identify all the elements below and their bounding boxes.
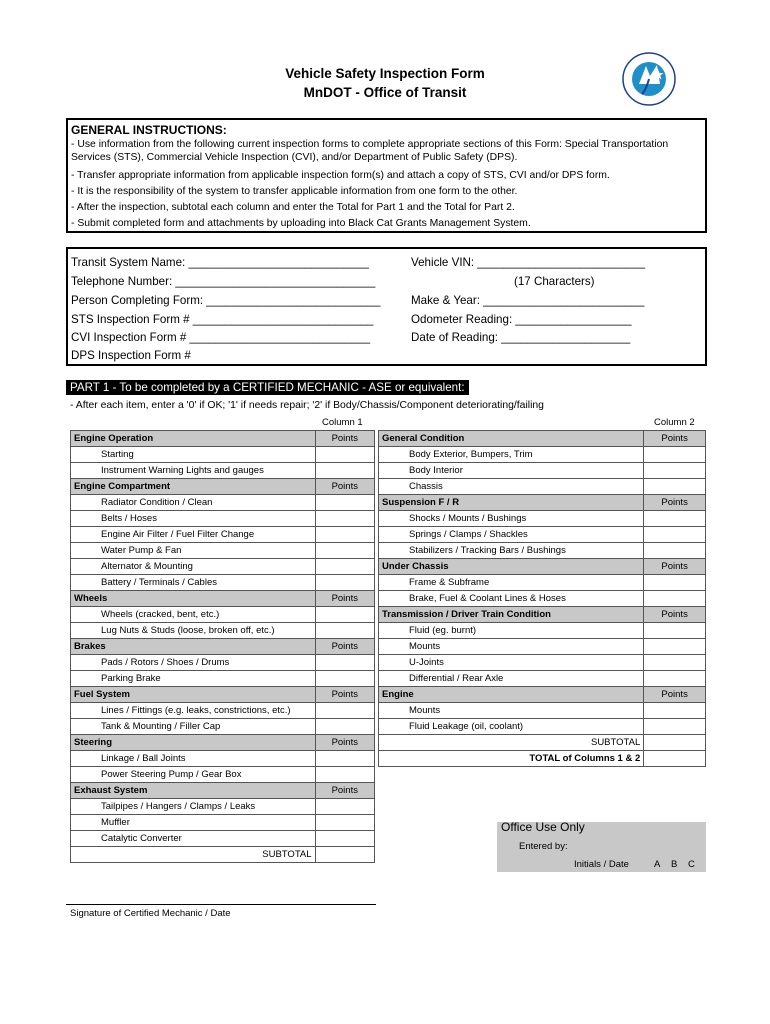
- points-header: Points: [644, 495, 706, 511]
- inspection-item-label: Shocks / Mounts / Bushings: [379, 511, 644, 527]
- inspection-item-row: [71, 511, 375, 527]
- section-label: Brakes: [71, 639, 316, 655]
- inspection-item-label: Muffler: [71, 815, 316, 831]
- points-header: Points: [644, 607, 706, 623]
- inspection-item-label: Chassis: [379, 479, 644, 495]
- section-row: [379, 495, 706, 511]
- inspection-item-label: Lines / Fittings (e.g. leaks, constrictions, etc.): [71, 703, 316, 719]
- inspection-item-row: [71, 671, 375, 687]
- column2-subtotal-box[interactable]: [644, 735, 706, 751]
- instruction-line: Services (STS), Commercial Vehicle Inspection (CVI), and/or Department of Public Safety (DPS).: [71, 152, 518, 163]
- section-label: Under Chassis: [379, 559, 644, 575]
- points-input-box[interactable]: [644, 591, 706, 607]
- signature-label: Signature of Certified Mechanic / Date: [70, 908, 231, 919]
- column1-heading: Column 1: [322, 417, 363, 428]
- points-input-box[interactable]: [315, 559, 374, 575]
- instruction-line: - It is the responsibility of the system to transfer applicable information from one form to the other.: [71, 186, 518, 197]
- column2-subtotal-row: [379, 735, 706, 751]
- office-b-label[interactable]: B: [671, 859, 678, 870]
- form-subtitle: MnDOT - Office of Transit: [303, 85, 467, 100]
- section-row: [71, 591, 375, 607]
- odometer-field[interactable]: Odometer Reading: __________________: [411, 313, 632, 326]
- total-label: TOTAL of Columns 1 & 2: [379, 751, 644, 767]
- instruction-line: - Use information from the following current inspection forms to complete appropriate sections of this Form: Special Transportation: [71, 139, 669, 150]
- mndot-logo-icon: [622, 52, 676, 106]
- date-reading-field[interactable]: Date of Reading: ____________________: [411, 331, 631, 344]
- points-input-box[interactable]: [315, 751, 374, 767]
- dps-form-field[interactable]: DPS Inspection Form #: [71, 349, 191, 362]
- total-row: [379, 751, 706, 767]
- inspection-item-row: [71, 559, 375, 575]
- points-input-box[interactable]: [644, 543, 706, 559]
- inspection-item-label: Mounts: [379, 639, 644, 655]
- inspection-item-label: Pads / Rotors / Shoes / Drums: [71, 655, 316, 671]
- points-input-box[interactable]: [315, 511, 374, 527]
- column1-subtotal-label: SUBTOTAL: [71, 847, 316, 863]
- transit-system-field[interactable]: Transit System Name: ____________________________: [71, 256, 370, 269]
- points-header: Points: [315, 479, 374, 495]
- inspection-item-row: [71, 495, 375, 511]
- form-title: Vehicle Safety Inspection Form: [285, 66, 485, 81]
- inspection-item-row: [379, 479, 706, 495]
- cvi-form-field[interactable]: CVI Inspection Form # ____________________________: [71, 331, 371, 344]
- inspection-item-label: Water Pump & Fan: [71, 543, 316, 559]
- points-header: Points: [315, 735, 374, 751]
- points-input-box[interactable]: [315, 671, 374, 687]
- instructions-box: [66, 118, 707, 233]
- instruction-line: - After the inspection, subtotal each column and enter the Total for Part 1 and the Total for Part 2.: [71, 202, 515, 213]
- points-input-box[interactable]: [315, 799, 374, 815]
- points-input-box[interactable]: [644, 511, 706, 527]
- inspection-item-label: Linkage / Ball Joints: [71, 751, 316, 767]
- inspection-item-label: U-Joints: [379, 655, 644, 671]
- points-header: Points: [644, 687, 706, 703]
- column1-table: [70, 430, 375, 863]
- inspection-item-row: [379, 575, 706, 591]
- inspection-item-row: [379, 463, 706, 479]
- points-header: Points: [315, 591, 374, 607]
- inspection-item-row: [379, 591, 706, 607]
- points-input-box[interactable]: [644, 463, 706, 479]
- inspection-item-label: Battery / Terminals / Cables: [71, 575, 316, 591]
- points-input-box[interactable]: [644, 479, 706, 495]
- section-row: [379, 607, 706, 623]
- inspection-item-label: Stabilizers / Tracking Bars / Bushings: [379, 543, 644, 559]
- inspection-item-label: Body Exterior, Bumpers, Trim: [379, 447, 644, 463]
- points-input-box[interactable]: [315, 719, 374, 735]
- inspection-item-row: [71, 447, 375, 463]
- section-row: [71, 479, 375, 495]
- points-input-box[interactable]: [315, 655, 374, 671]
- inspection-item-row: [71, 719, 375, 735]
- inspection-item-label: Starting: [71, 447, 316, 463]
- points-input-box[interactable]: [315, 447, 374, 463]
- section-label: Engine Compartment: [71, 479, 316, 495]
- inspection-item-row: [379, 703, 706, 719]
- inspection-item-row: [71, 543, 375, 559]
- office-a-label[interactable]: A: [654, 859, 661, 870]
- inspection-item-row: [379, 719, 706, 735]
- points-input-box[interactable]: [644, 623, 706, 639]
- part1-note: - After each item, enter a '0' if OK; '1' if needs repair; '2' if Body/Chassis/Component deteriorating/failing: [70, 400, 544, 411]
- inspection-item-row: [379, 527, 706, 543]
- section-row: [379, 559, 706, 575]
- inspection-item-row: [379, 511, 706, 527]
- points-input-box[interactable]: [315, 767, 374, 783]
- office-c-label[interactable]: C: [688, 859, 695, 870]
- inspection-item-label: Belts / Hoses: [71, 511, 316, 527]
- points-input-box[interactable]: [315, 607, 374, 623]
- column2-heading: Column 2: [654, 417, 695, 428]
- inspection-item-label: Frame & Subframe: [379, 575, 644, 591]
- inspection-item-row: [71, 607, 375, 623]
- inspection-item-row: [71, 527, 375, 543]
- section-row: [71, 687, 375, 703]
- inspection-item-row: [71, 831, 375, 847]
- section-row: [71, 431, 375, 447]
- instructions-heading: GENERAL INSTRUCTIONS:: [71, 123, 227, 137]
- points-input-box[interactable]: [315, 495, 374, 511]
- telephone-field[interactable]: Telephone Number: _______________________________: [71, 275, 376, 288]
- points-header: Points: [644, 431, 706, 447]
- inspection-item-row: [71, 463, 375, 479]
- points-input-box[interactable]: [315, 527, 374, 543]
- inspection-item-label: Catalytic Converter: [71, 831, 316, 847]
- points-input-box[interactable]: [644, 527, 706, 543]
- make-year-field[interactable]: Make & Year: _________________________: [411, 294, 645, 307]
- points-input-box[interactable]: [644, 655, 706, 671]
- points-header: Points: [315, 687, 374, 703]
- sts-form-field[interactable]: STS Inspection Form # ____________________________: [71, 313, 374, 326]
- inspection-item-row: [379, 447, 706, 463]
- inspection-item-label: Tank & Mounting / Filler Cap: [71, 719, 316, 735]
- vin-field[interactable]: Vehicle VIN: __________________________: [411, 256, 646, 269]
- inspection-item-label: Wheels (cracked, bent, etc.): [71, 607, 316, 623]
- inspection-item-label: Differential / Rear Axle: [379, 671, 644, 687]
- section-label: Exhaust System: [71, 783, 316, 799]
- points-input-box[interactable]: [315, 703, 374, 719]
- section-label: Engine Operation: [71, 431, 316, 447]
- total-box[interactable]: [644, 751, 706, 767]
- column1-subtotal-box[interactable]: [315, 847, 374, 863]
- part1-banner: PART 1 - To be completed by a CERTIFIED MECHANIC - ASE or equivalent:: [66, 380, 469, 395]
- points-header: Points: [315, 639, 374, 655]
- inspection-item-label: Body Interior: [379, 463, 644, 479]
- section-label: Fuel System: [71, 687, 316, 703]
- inspection-item-label: Instrument Warning Lights and gauges: [71, 463, 316, 479]
- section-label: Engine: [379, 687, 644, 703]
- person-completing-field[interactable]: Person Completing Form: ___________________________: [71, 294, 381, 307]
- section-label: Suspension F / R: [379, 495, 644, 511]
- inspection-item-row: [71, 623, 375, 639]
- inspection-item-label: Parking Brake: [71, 671, 316, 687]
- inspection-item-label: Power Steering Pump / Gear Box: [71, 767, 316, 783]
- points-input-box[interactable]: [315, 463, 374, 479]
- inspection-item-label: Springs / Clamps / Shackles: [379, 527, 644, 543]
- points-input-box[interactable]: [644, 719, 706, 735]
- inspection-item-label: Tailpipes / Hangers / Clamps / Leaks: [71, 799, 316, 815]
- office-use-box: [497, 822, 706, 872]
- instruction-line: - Transfer appropriate information from applicable inspection form(s) and attach a copy of STS, CVI and/or DPS form.: [71, 170, 610, 181]
- inspection-item-row: [71, 751, 375, 767]
- inspection-item-row: [71, 767, 375, 783]
- inspection-item-label: Alternator & Mounting: [71, 559, 316, 575]
- inspection-item-label: Fluid (eg. burnt): [379, 623, 644, 639]
- points-input-box[interactable]: [315, 623, 374, 639]
- inspection-item-row: [71, 575, 375, 591]
- points-input-box[interactable]: [315, 831, 374, 847]
- vehicle-info-box: [66, 247, 707, 366]
- entered-by-label: Entered by:: [519, 841, 568, 852]
- section-row: [71, 735, 375, 751]
- points-header: Points: [315, 431, 374, 447]
- section-label: Steering: [71, 735, 316, 751]
- inspection-item-label: Radiator Condition / Clean: [71, 495, 316, 511]
- inspection-item-row: [71, 703, 375, 719]
- inspection-item-row: [71, 815, 375, 831]
- vin-note: (17 Characters): [514, 275, 595, 288]
- section-label: General Condition: [379, 431, 644, 447]
- inspection-item-row: [71, 799, 375, 815]
- points-input-box[interactable]: [644, 639, 706, 655]
- inspection-item-row: [71, 655, 375, 671]
- points-input-box[interactable]: [644, 703, 706, 719]
- inspection-item-label: Engine Air Filter / Fuel Filter Change: [71, 527, 316, 543]
- column1-subtotal-row: [71, 847, 375, 863]
- section-row: [379, 687, 706, 703]
- column2-subtotal-label: SUBTOTAL: [379, 735, 644, 751]
- points-input-box[interactable]: [644, 671, 706, 687]
- inspection-item-row: [379, 655, 706, 671]
- inspection-item-label: Brake, Fuel & Coolant Lines & Hoses: [379, 591, 644, 607]
- points-input-box[interactable]: [644, 575, 706, 591]
- inspection-item-row: [379, 543, 706, 559]
- column2-table: [378, 430, 706, 767]
- inspection-item-row: [379, 623, 706, 639]
- section-row: [71, 639, 375, 655]
- points-header: Points: [644, 559, 706, 575]
- inspection-item-label: Lug Nuts & Studs (loose, broken off, etc.): [71, 623, 316, 639]
- points-input-box[interactable]: [315, 575, 374, 591]
- section-label: Transmission / Driver Train Condition: [379, 607, 644, 623]
- inspection-item-label: Mounts: [379, 703, 644, 719]
- points-input-box[interactable]: [644, 447, 706, 463]
- initials-date-label: Initials / Date: [574, 859, 629, 870]
- inspection-item-label: Fluid Leakage (oil, coolant): [379, 719, 644, 735]
- inspection-item-row: [379, 671, 706, 687]
- points-header: Points: [315, 783, 374, 799]
- instruction-line: - Submit completed form and attachments by uploading into Black Cat Grants Management System.: [71, 218, 531, 229]
- office-use-title: Office Use Only: [501, 820, 585, 834]
- points-input-box[interactable]: [315, 543, 374, 559]
- section-row: [379, 431, 706, 447]
- section-label: Wheels: [71, 591, 316, 607]
- inspection-item-row: [379, 639, 706, 655]
- signature-line[interactable]: [66, 904, 376, 905]
- section-row: [71, 783, 375, 799]
- points-input-box[interactable]: [315, 815, 374, 831]
